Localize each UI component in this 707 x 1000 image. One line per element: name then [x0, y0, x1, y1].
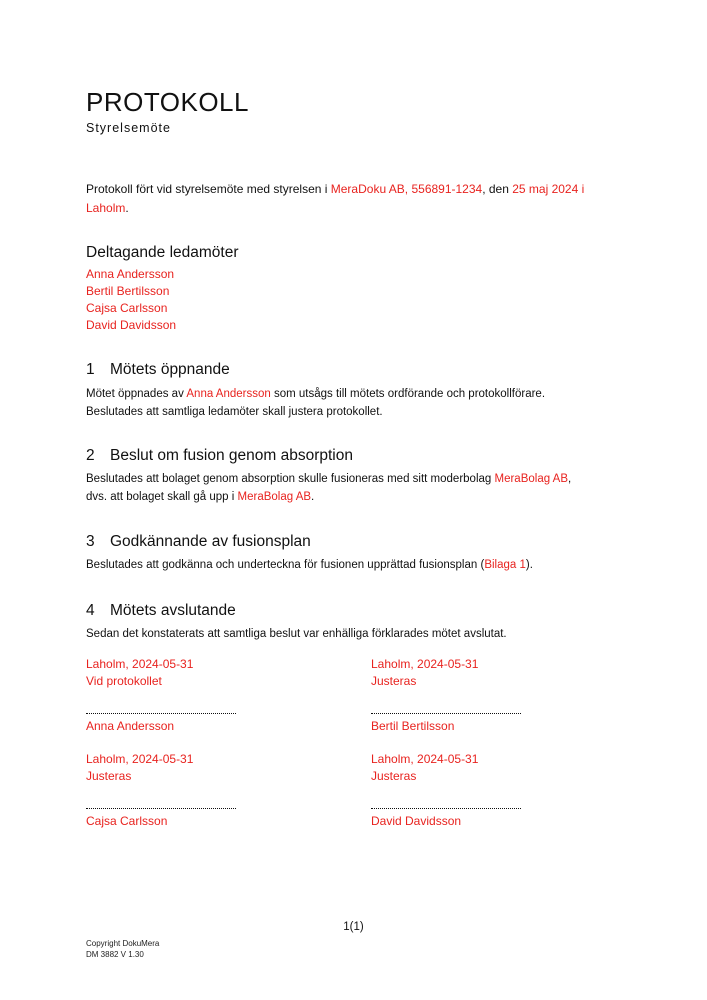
section-title: Mötets öppnande — [110, 361, 230, 378]
text-fragment: . — [311, 490, 315, 503]
section-1-text — [86, 386, 626, 421]
section-2-text — [86, 471, 626, 506]
participant-name: Bertil Bertilsson — [86, 284, 170, 298]
signature-role: Justeras — [86, 769, 132, 783]
signature-role: Justeras — [371, 769, 417, 783]
signature-place-date: Laholm, 2024-05-31 — [371, 752, 479, 766]
signer-name: David Davidsson — [371, 814, 462, 828]
signature-place-date: Laholm, 2024-05-31 — [86, 752, 194, 766]
signer-name: Bertil Bertilsson — [371, 719, 455, 733]
intro-paragraph — [86, 180, 626, 218]
signature-block — [86, 751, 306, 830]
text-fragment: Beslutades att samtliga ledamöter skall justera protokollet. — [86, 405, 383, 418]
text-fragment: , — [568, 473, 572, 485]
signature-block — [371, 751, 591, 830]
intro-suffix: . — [125, 201, 129, 215]
signature-role: Justeras — [371, 674, 417, 688]
signature-line — [371, 802, 521, 809]
section-title: Mötets avslutande — [110, 602, 236, 619]
participants-heading: Deltagande ledamöter — [86, 244, 239, 261]
document-title: PROTOKOLL — [86, 87, 249, 117]
participants-list — [86, 266, 176, 334]
intro-prefix: Protokoll fört vid styrelsemöte med styrelsen i — [86, 182, 331, 196]
signature-place-date: Laholm, 2024-05-31 — [371, 657, 479, 671]
meeting-date-place: 25 maj 2024 i Laholm — [86, 182, 585, 215]
signer-name: Anna Andersson — [86, 719, 175, 733]
section-number: 1 — [86, 361, 95, 378]
signature-line — [86, 707, 236, 714]
section-1-heading — [86, 361, 230, 379]
attachment-reference: Bilaga 1 — [484, 559, 526, 571]
section-title: Beslut om fusion genom absorption — [110, 447, 353, 464]
text-fragment: dvs. att bolaget skall gå upp i — [86, 490, 238, 503]
company-name: MeraDoku AB, 556891-1234 — [330, 182, 483, 196]
section-3-heading — [86, 533, 311, 551]
section-4-text: Sedan det konstaterats att samtliga beslut var enhälliga förklarades mötet avslutat. — [86, 628, 507, 640]
section-number: 4 — [86, 602, 95, 619]
intro-middle: , den — [482, 182, 513, 196]
text-fragment: Beslutades att bolaget genom absorption skulle fusioneras med sitt moderbolag — [86, 473, 495, 485]
page-number: 1(1) — [343, 921, 364, 933]
participant-name: David Davidsson — [86, 318, 177, 332]
participant-name: Anna Andersson — [86, 267, 175, 281]
text-fragment: Mötet öppnades av — [86, 388, 187, 400]
signature-place-date: Laholm, 2024-05-31 — [86, 657, 194, 671]
signer-name: Cajsa Carlsson — [86, 814, 168, 828]
signature-block — [371, 656, 591, 735]
signature-line — [86, 802, 236, 809]
copyright-text: Copyright DokuMera — [86, 939, 160, 948]
footer — [86, 938, 159, 960]
parent-company-name: MeraBolag AB — [237, 490, 312, 503]
section-4-heading — [86, 602, 236, 620]
text-fragment: Beslutades att godkänna och underteckna för fusionen upprättad fusionsplan ( — [86, 559, 485, 571]
section-3-text — [86, 557, 626, 575]
signature-role: Vid protokollet — [86, 674, 162, 688]
section-number: 3 — [86, 533, 95, 550]
text-fragment: som utsågs till mötets ordförande och protokollförare. — [270, 388, 546, 400]
chair-name: Anna Andersson — [186, 388, 271, 400]
parent-company-name: MeraBolag AB — [494, 473, 569, 485]
version-text: DM 3882 V 1.30 — [86, 950, 144, 959]
signature-block — [86, 656, 306, 735]
section-title: Godkännande av fusionsplan — [110, 533, 311, 550]
signature-line — [371, 707, 521, 714]
text-fragment: ). — [525, 559, 533, 571]
section-number: 2 — [86, 447, 95, 464]
section-2-heading — [86, 447, 353, 465]
participant-name: Cajsa Carlsson — [86, 301, 168, 315]
document-subtitle: Styrelsemöte — [86, 121, 171, 135]
